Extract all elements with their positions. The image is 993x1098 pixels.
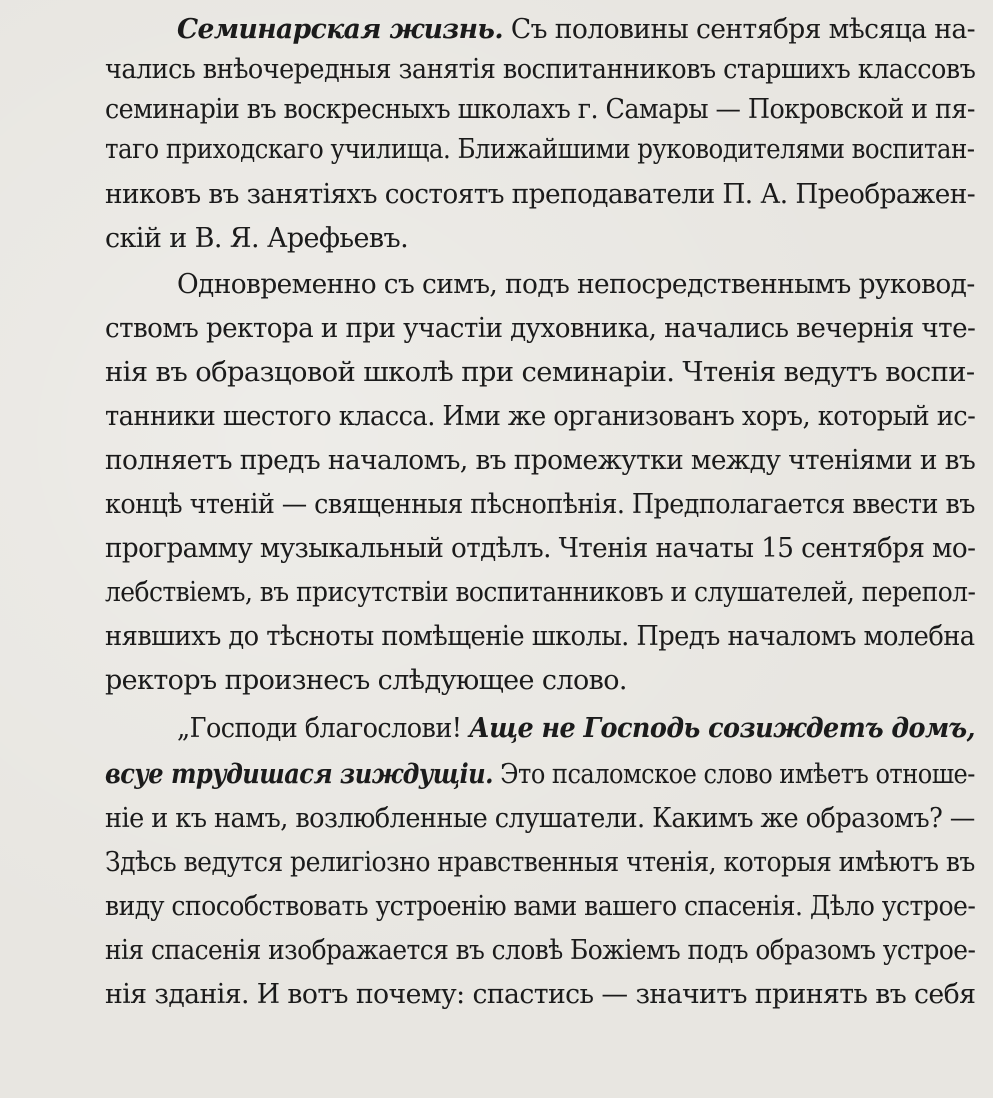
- text-line: [105, 216, 408, 262]
- line-text: танники шестого класса. Ими же организованъ хоръ, который ис-: [105, 401, 976, 432]
- text-line: [105, 614, 975, 660]
- text-line: [105, 658, 627, 704]
- text-line: [105, 526, 975, 572]
- line-text: нія зданія. И вотъ почему: спастись — значитъ принять въ себя: [105, 979, 976, 1010]
- line-text: таго приходскаго училища. Ближайшими руководителями воспитан-: [105, 134, 975, 165]
- text-line: [105, 570, 975, 616]
- text-line: [177, 262, 975, 308]
- text-line: [105, 127, 975, 173]
- line-text: виду способствовать устроенію вами вашего спасенія. Дѣло устрое-: [105, 891, 976, 922]
- scripture-quote-italic: Аще не Господь созиждетъ домъ,: [468, 713, 975, 744]
- line-text: полняетъ предъ началомъ, въ промежутки между чтеніями и въ: [105, 445, 976, 476]
- text-line: [105, 796, 975, 842]
- line-text: Это псаломское слово имѣетъ отноше-: [493, 759, 975, 790]
- line-text: никовъ въ занятіяхъ состоятъ преподаватели П. А. Преображен-: [105, 179, 976, 210]
- text-line: [105, 394, 975, 440]
- line-text: лебствіемъ, въ присутствіи воспитанниковъ и слушателей, перепол-: [105, 577, 976, 608]
- line-text: ректоръ произнесъ слѣдующее слово.: [105, 665, 627, 696]
- line-text: нія въ образцовой школѣ при семинаріи. Чтенія ведутъ воспи-: [105, 357, 975, 388]
- text-line: [105, 884, 975, 930]
- line-text: Одновременно съ симъ, подъ непосредственнымъ руковод-: [177, 269, 975, 300]
- line-text: ніе и къ намъ, возлюбленные слушатели. Какимъ же образомъ? —: [105, 803, 975, 834]
- line-text: Здѣсь ведутся религіозно нравственныя чтенія, которыя имѣютъ въ: [105, 847, 975, 878]
- line-text: чались внѣочередныя занятія воспитанниковъ старшихъ классовъ: [105, 54, 976, 85]
- line-text: скій и В. Я. Арефьевъ.: [105, 223, 409, 254]
- text-line: [105, 306, 975, 352]
- line-text: нявшихъ до тѣсноты помѣщеніе школы. Предъ началомъ молебна: [105, 621, 975, 652]
- line-text: ствомъ ректора и при участіи духовника, начались вечернія чте-: [105, 313, 976, 344]
- text-line: [105, 172, 975, 218]
- line-text: семинаріи въ воскресныхъ школахъ г. Самары — Покровской и пя-: [105, 94, 975, 125]
- text-line: [105, 840, 975, 886]
- line-text: концѣ чтеній — священныя пѣснопѣнія. Предполагается ввести въ: [105, 489, 975, 520]
- text-line: [105, 350, 975, 396]
- scripture-quote-italic: всуе трудишася зиждущіи.: [105, 759, 494, 790]
- line-text: нія спасенія изображается въ словѣ Божіемъ подъ образомъ устрое-: [105, 935, 976, 966]
- text-line: [105, 752, 975, 798]
- text-line: [105, 482, 975, 528]
- line-text: Съ половины сентября мѣсяца на-: [503, 14, 976, 45]
- text-line: [105, 972, 975, 1018]
- line-text: программу музыкальный отдѣлъ. Чтенія начаты 15 сентября мо-: [105, 533, 976, 564]
- text-line: [105, 928, 975, 974]
- line-text: „Господи благослови!: [177, 713, 469, 744]
- text-line: [105, 438, 975, 484]
- text-line: [177, 706, 975, 752]
- section-heading-italic: Семинарская жизнь.: [177, 14, 504, 45]
